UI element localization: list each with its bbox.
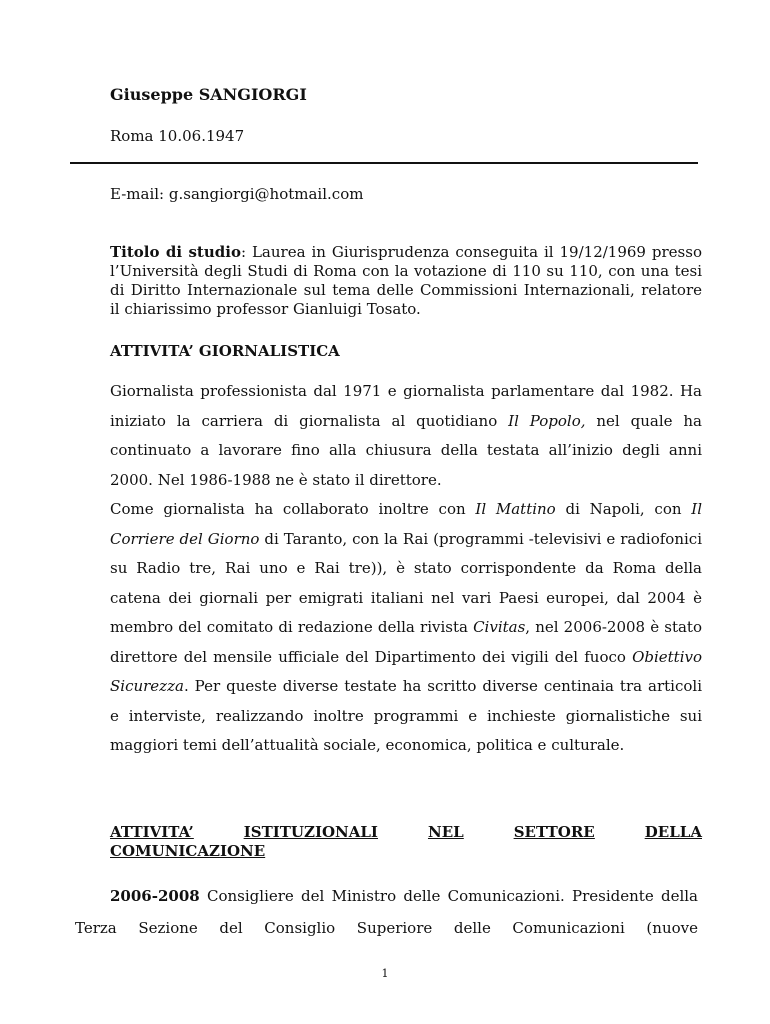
study-label: Titolo di studio xyxy=(110,243,241,261)
publication-title: Il Popolo, xyxy=(508,411,586,430)
birth-info: Roma 10.06.1947 xyxy=(110,127,245,145)
text-run: Giornalista professionista dal 1971 e giornalista parlamentare dal 1982. Ha iniziato la carriera di giornalista al quotidiano xyxy=(110,382,702,430)
text-run: di Napoli, con xyxy=(555,500,692,518)
heading-line-2: COMUNICAZIONE xyxy=(110,842,266,860)
period-years: 2006-2008 xyxy=(110,887,200,905)
heading-word: SETTORE xyxy=(513,823,595,841)
heading-line-1 xyxy=(110,823,702,842)
giornalistica-paragraph-1 xyxy=(110,377,702,495)
text-run: , nel 2006-2008 è stato direttore del mensile ufficiale del Dipartimento dei vigili del fuoco xyxy=(110,618,702,666)
page-number: 1 xyxy=(381,967,389,980)
study-text: Laurea in Giurisprudenza conseguita il 19/12/1969 presso l’Università degli Studi di Roma con la votazione di 110 su 110, con una tesi di Diritto Internazionale sul tema delle Commissioni Internazionali, relatore il chiarissimo professor Gianluigi Tosato. xyxy=(110,243,702,318)
horizontal-rule xyxy=(70,162,698,164)
email-line: E-mail: g.sangiorgi@hotmail.com xyxy=(110,185,364,203)
text-run: Consigliere del Ministro delle Comunicazioni. Presidente della Terza Sezione del Consiglio Superiore delle Comunicazioni (nuove xyxy=(75,887,698,937)
text-run: Come giornalista ha collaborato inoltre con xyxy=(110,500,476,518)
text-run: . Per queste diverse testate ha scritto diverse centinaia tra articoli e interviste, realizzando inoltre programmi e inchieste giornalistiche sui maggiori temi dell’attualità sociale, economica, politica e culturale. xyxy=(110,677,702,754)
heading-word: DELLA xyxy=(644,823,702,841)
indent xyxy=(75,887,110,905)
publication-title: Il Mattino xyxy=(475,500,556,518)
heading-word: ISTITUZIONALI xyxy=(243,823,378,841)
author-name: Giuseppe SANGIORGI xyxy=(110,85,307,104)
heading-word: NEL xyxy=(427,823,464,841)
text-run: nel quale ha continuato a lavorare fino alla chiusura della testata all’inizio degli anni 2000. Nel 1986-1988 ne è stato il direttore. xyxy=(110,411,702,489)
giornalistica-section xyxy=(110,377,702,761)
publication-title: Civitas xyxy=(473,618,526,636)
publication-title: Il Corriere del Giorno xyxy=(110,500,702,548)
study-separator: : xyxy=(240,243,252,261)
heading-attivita-giornalistica: ATTIVITA’ GIORNALISTICA xyxy=(110,342,340,360)
study-paragraph xyxy=(110,243,702,319)
giornalistica-paragraph-2 xyxy=(110,495,702,761)
publication-title: Obiettivo Sicurezza xyxy=(110,647,702,695)
heading-word: ATTIVITA’ xyxy=(110,823,194,841)
heading-attivita-istituzionali xyxy=(110,823,702,861)
text-run: di Taranto, con la Rai (programmi -televisivi e radiofonici su Radio tre, Rai uno e Rai tre)), è stato corrispondente da Roma della catena dei giornali per emigrati italiani nel vari Paesi europei, dal 2004 è membro del comitato di redazione della rivista xyxy=(110,529,702,636)
istituzionali-paragraph xyxy=(75,880,698,944)
